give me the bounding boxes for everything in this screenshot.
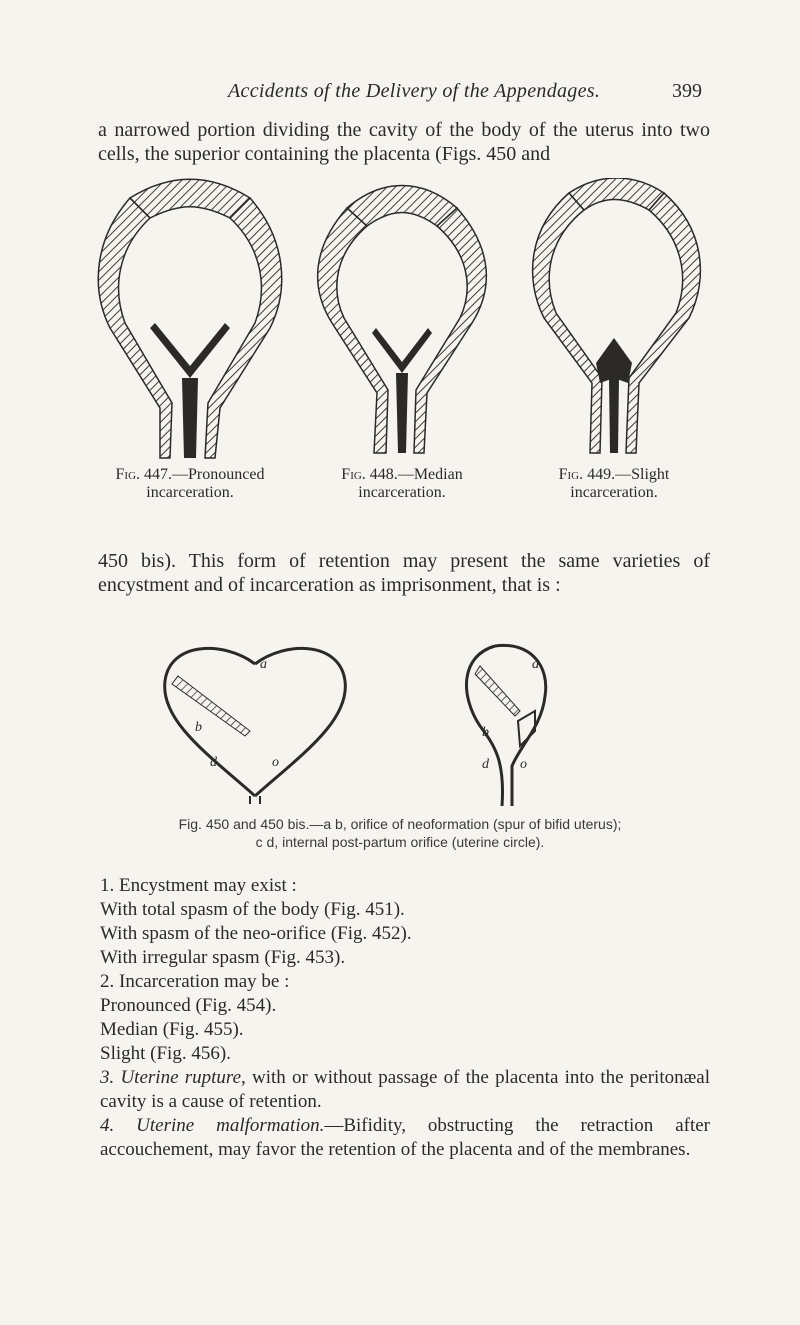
figure-448-illustration — [302, 178, 502, 463]
list-item-2: 2. Incarceration may be : — [100, 971, 290, 992]
label-a: a — [260, 657, 267, 672]
list-item-3 — [100, 1066, 710, 1114]
list-item-1c: With irregular spasm (Fig. 453). — [100, 947, 346, 968]
page-number: 399 — [672, 80, 702, 102]
label-b: b — [195, 720, 202, 735]
label-d-right: d — [482, 757, 489, 772]
list-item-2b: Median (Fig. 455). — [100, 1019, 244, 1040]
figure-450-illustration — [150, 636, 650, 806]
list-item-1: 1. Encystment may exist : — [100, 875, 297, 896]
figure-450-caption — [100, 815, 700, 851]
figure-447-number: Fig. 447. — [115, 466, 173, 483]
list-item-4-text: —Bifidity, obstructing the retraction after accouchement, may favor the retention of the placenta and of the membranes. — [100, 1115, 710, 1160]
figure-449-caption-line1: —Slight — [615, 466, 670, 483]
figure-450-caption-line2: c d, internal post-partum orifice (uterine circle). — [255, 834, 545, 850]
figure-447-illustration — [90, 178, 290, 463]
label-b-right: b — [482, 725, 489, 740]
figure-448-number: Fig. 448. — [341, 466, 398, 483]
figure-449-caption-line2: incarceration. — [570, 484, 658, 501]
list-item-1a: With total spasm of the body (Fig. 451). — [100, 899, 405, 920]
continuation-paragraph: 450 bis). This form of retention may present the same varieties of encystment and of incarceration as imprisonment, that is : — [98, 550, 710, 596]
figure-449-caption — [514, 466, 714, 502]
label-d-left: d — [210, 755, 217, 770]
retention-list — [100, 874, 710, 1162]
figure-448-caption-line2: incarceration. — [358, 484, 446, 501]
running-head: Accidents of the Delivery of the Appendages. — [228, 80, 601, 102]
figure-448-caption-line1: —Median — [397, 466, 463, 483]
figure-450-pair — [150, 636, 650, 806]
intro-paragraph: a narrowed portion dividing the cavity of the body of the uterus into two cells, the superior containing the placenta (Figs. 450 and — [98, 119, 710, 165]
list-item-1b: With spasm of the neo-orifice (Fig. 452). — [100, 923, 412, 944]
figure-450-caption-line1: Fig. 450 and 450 bis.—a b, orifice of neoformation (spur of bifid uterus); — [178, 816, 622, 832]
figure-448-caption — [302, 466, 502, 502]
list-item-2c: Slight (Fig. 456). — [100, 1043, 231, 1064]
figure-447-caption-line1: —Pronounced — [172, 466, 265, 483]
figure-449 — [514, 178, 714, 523]
figure-447 — [90, 178, 290, 523]
figure-447-caption-line2: incarceration. — [146, 484, 234, 501]
figure-448 — [302, 178, 502, 523]
list-item-4-title: 4. Uterine malformation. — [100, 1115, 325, 1136]
list-item-3-title: 3. Uterine rupture, — [100, 1067, 246, 1088]
list-item-3-text: with or without passage of the placenta into the peritonæal cavity is a cause of retention. — [100, 1067, 710, 1112]
figure-449-number: Fig. 449. — [558, 466, 616, 483]
list-item-2a: Pronounced (Fig. 454). — [100, 995, 277, 1016]
label-c-left: o — [272, 755, 279, 770]
label-o-right: o — [520, 757, 527, 772]
label-a-right: a — [532, 657, 539, 672]
figure-row — [90, 178, 710, 523]
figure-449-illustration — [514, 178, 714, 463]
list-item-4 — [100, 1114, 710, 1162]
figure-447-caption — [90, 466, 290, 502]
